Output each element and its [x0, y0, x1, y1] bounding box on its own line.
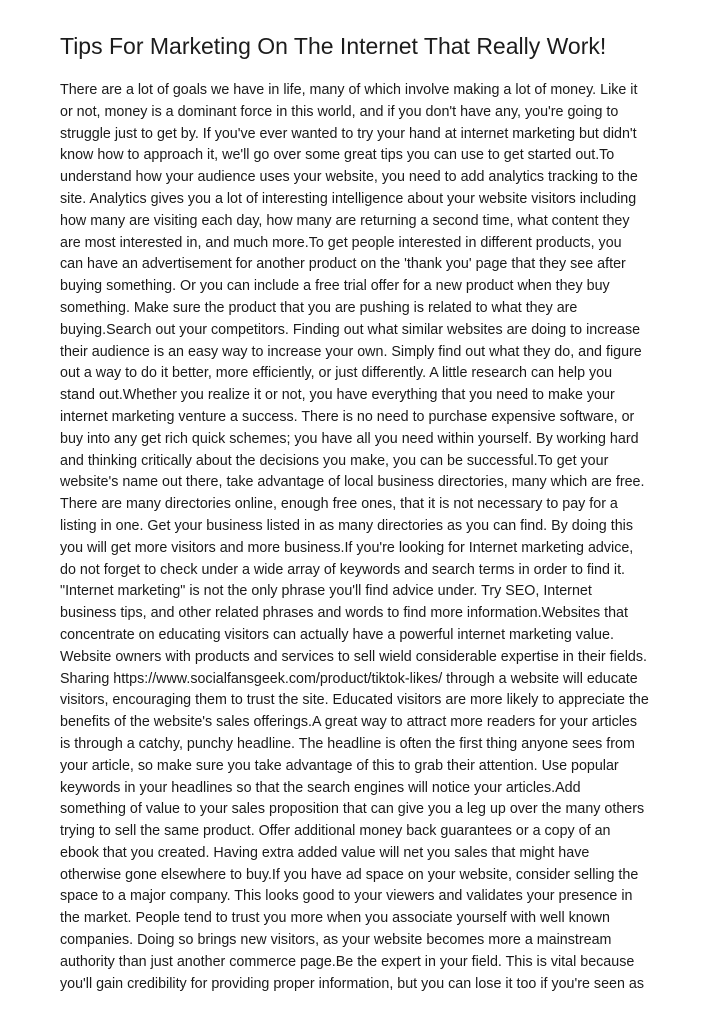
body-line: something of value to your sales proposition that can give you a leg up over the many others — [60, 801, 645, 818]
body-line: space to a major company. This looks good to your viewers and validates your presence in — [60, 888, 633, 905]
body-line: Sharing https://www.socialfansgeek.com/product/tiktok-likes/ through a website will educate — [60, 670, 638, 687]
body-line: business tips, and other related phrases and words to find more information.Websites that — [60, 605, 628, 622]
body-line: companies. Doing so brings new visitors, as your website becomes more a mainstream — [60, 932, 612, 949]
body-line: "Internet marketing" is not the only phrase you'll find advice under. Try SEO, Internet — [60, 583, 592, 600]
body-line: benefits of the website's sales offerings.A great way to attract more readers for your articles — [60, 714, 637, 731]
body-line: otherwise gone elsewhere to buy.If you have ad space on your website, consider selling the — [60, 866, 639, 883]
body-line: site. Analytics gives you a lot of interesting intelligence about your website visitors including — [60, 190, 637, 207]
body-line: something. Make sure the product that you are pushing is related to what they are — [60, 299, 578, 316]
body-line: buy into any get rich quick schemes; you have all you need within yourself. By working hard — [60, 430, 639, 447]
body-line: visitors, encouraging them to trust the site. Educated visitors are more likely to appreciate the — [60, 692, 649, 709]
body-line: you will get more visitors and more business.If you're looking for Internet marketing advice, — [60, 539, 634, 556]
body-line: buying.Search out your competitors. Finding out what similar websites are doing to increase — [60, 321, 641, 338]
body-line: or not, money is a dominant force in this world, and if you don't have any, you're going to — [60, 103, 619, 120]
body-line: ebook that you created. Having extra added value will net you sales that might have — [60, 844, 590, 861]
body-line: the market. People tend to trust you more when you associate yourself with well known — [60, 910, 610, 927]
body-line: is through a catchy, punchy headline. The headline is often the first thing anyone sees from — [60, 735, 635, 752]
body-line: authority than just another commerce page.Be the expert in your field. This is vital because — [60, 953, 635, 970]
article-body — [60, 80, 664, 995]
body-line: know how to approach it, we'll go over some great tips you can use to get started out.To — [60, 147, 615, 164]
body-line: out a way to do it better, more efficiently, or just differently. A little research can help you — [60, 365, 613, 382]
page-title: Tips For Marketing On The Internet That Really Work! — [60, 33, 607, 59]
body-line: There are many directories online, enough free ones, that it is not necessary to pay for a — [60, 496, 618, 513]
body-line: your article, so make sure you take advantage of this to grab their attention. Use popular — [60, 757, 619, 774]
body-line: There are a lot of goals we have in life, many of which involve making a lot of money. Like it — [60, 82, 638, 98]
body-line: website's name out there, take advantage of local business directories, many which are free. — [60, 474, 645, 491]
body-line: their audience is an easy way to increase your own. Simply find out what they do, and figure — [60, 343, 642, 360]
body-line: can have an advertisement for another product on the 'thank you' page that they see after — [60, 256, 626, 273]
body-line: listing in one. Get your business listed in as many directories as you can find. By doing this — [60, 517, 633, 534]
body-line: concentrate on educating visitors can actually have a powerful internet marketing value. — [60, 626, 614, 643]
body-line: Website owners with products and services to sell wield considerable expertise in their fields. — [60, 648, 647, 665]
body-line: are most interested in, and much more.To get people interested in different products, you — [60, 234, 622, 251]
body-line: do not forget to check under a wide array of keywords and search terms in order to find it. — [60, 561, 626, 578]
body-line: internet marketing venture a success. There is no need to purchase expensive software, or — [60, 408, 635, 425]
body-line: stand out.Whether you realize it or not, you have everything that you need to make your — [60, 387, 615, 404]
body-line: understand how your audience uses your website, you need to add analytics tracking to the — [60, 169, 638, 186]
body-line: keywords in your headlines so that the search engines will notice your articles.Add — [60, 779, 581, 796]
body-line: struggle just to get by. If you've ever wanted to try your hand at internet marketing but didn't — [60, 125, 637, 142]
body-line: and thinking critically about the decisions you make, you can be successful.To get your — [60, 452, 609, 469]
body-line: buying something. Or you can include a free trial offer for a new product when they buy — [60, 278, 610, 295]
body-line: you'll gain credibility for providing proper information, but you can lose it too if you're seen as — [60, 975, 645, 992]
body-line: how many are visiting each day, how many are returning a second time, what content they — [60, 212, 630, 229]
body-line: trying to sell the same product. Offer additional money back guarantees or a copy of an — [60, 823, 611, 840]
